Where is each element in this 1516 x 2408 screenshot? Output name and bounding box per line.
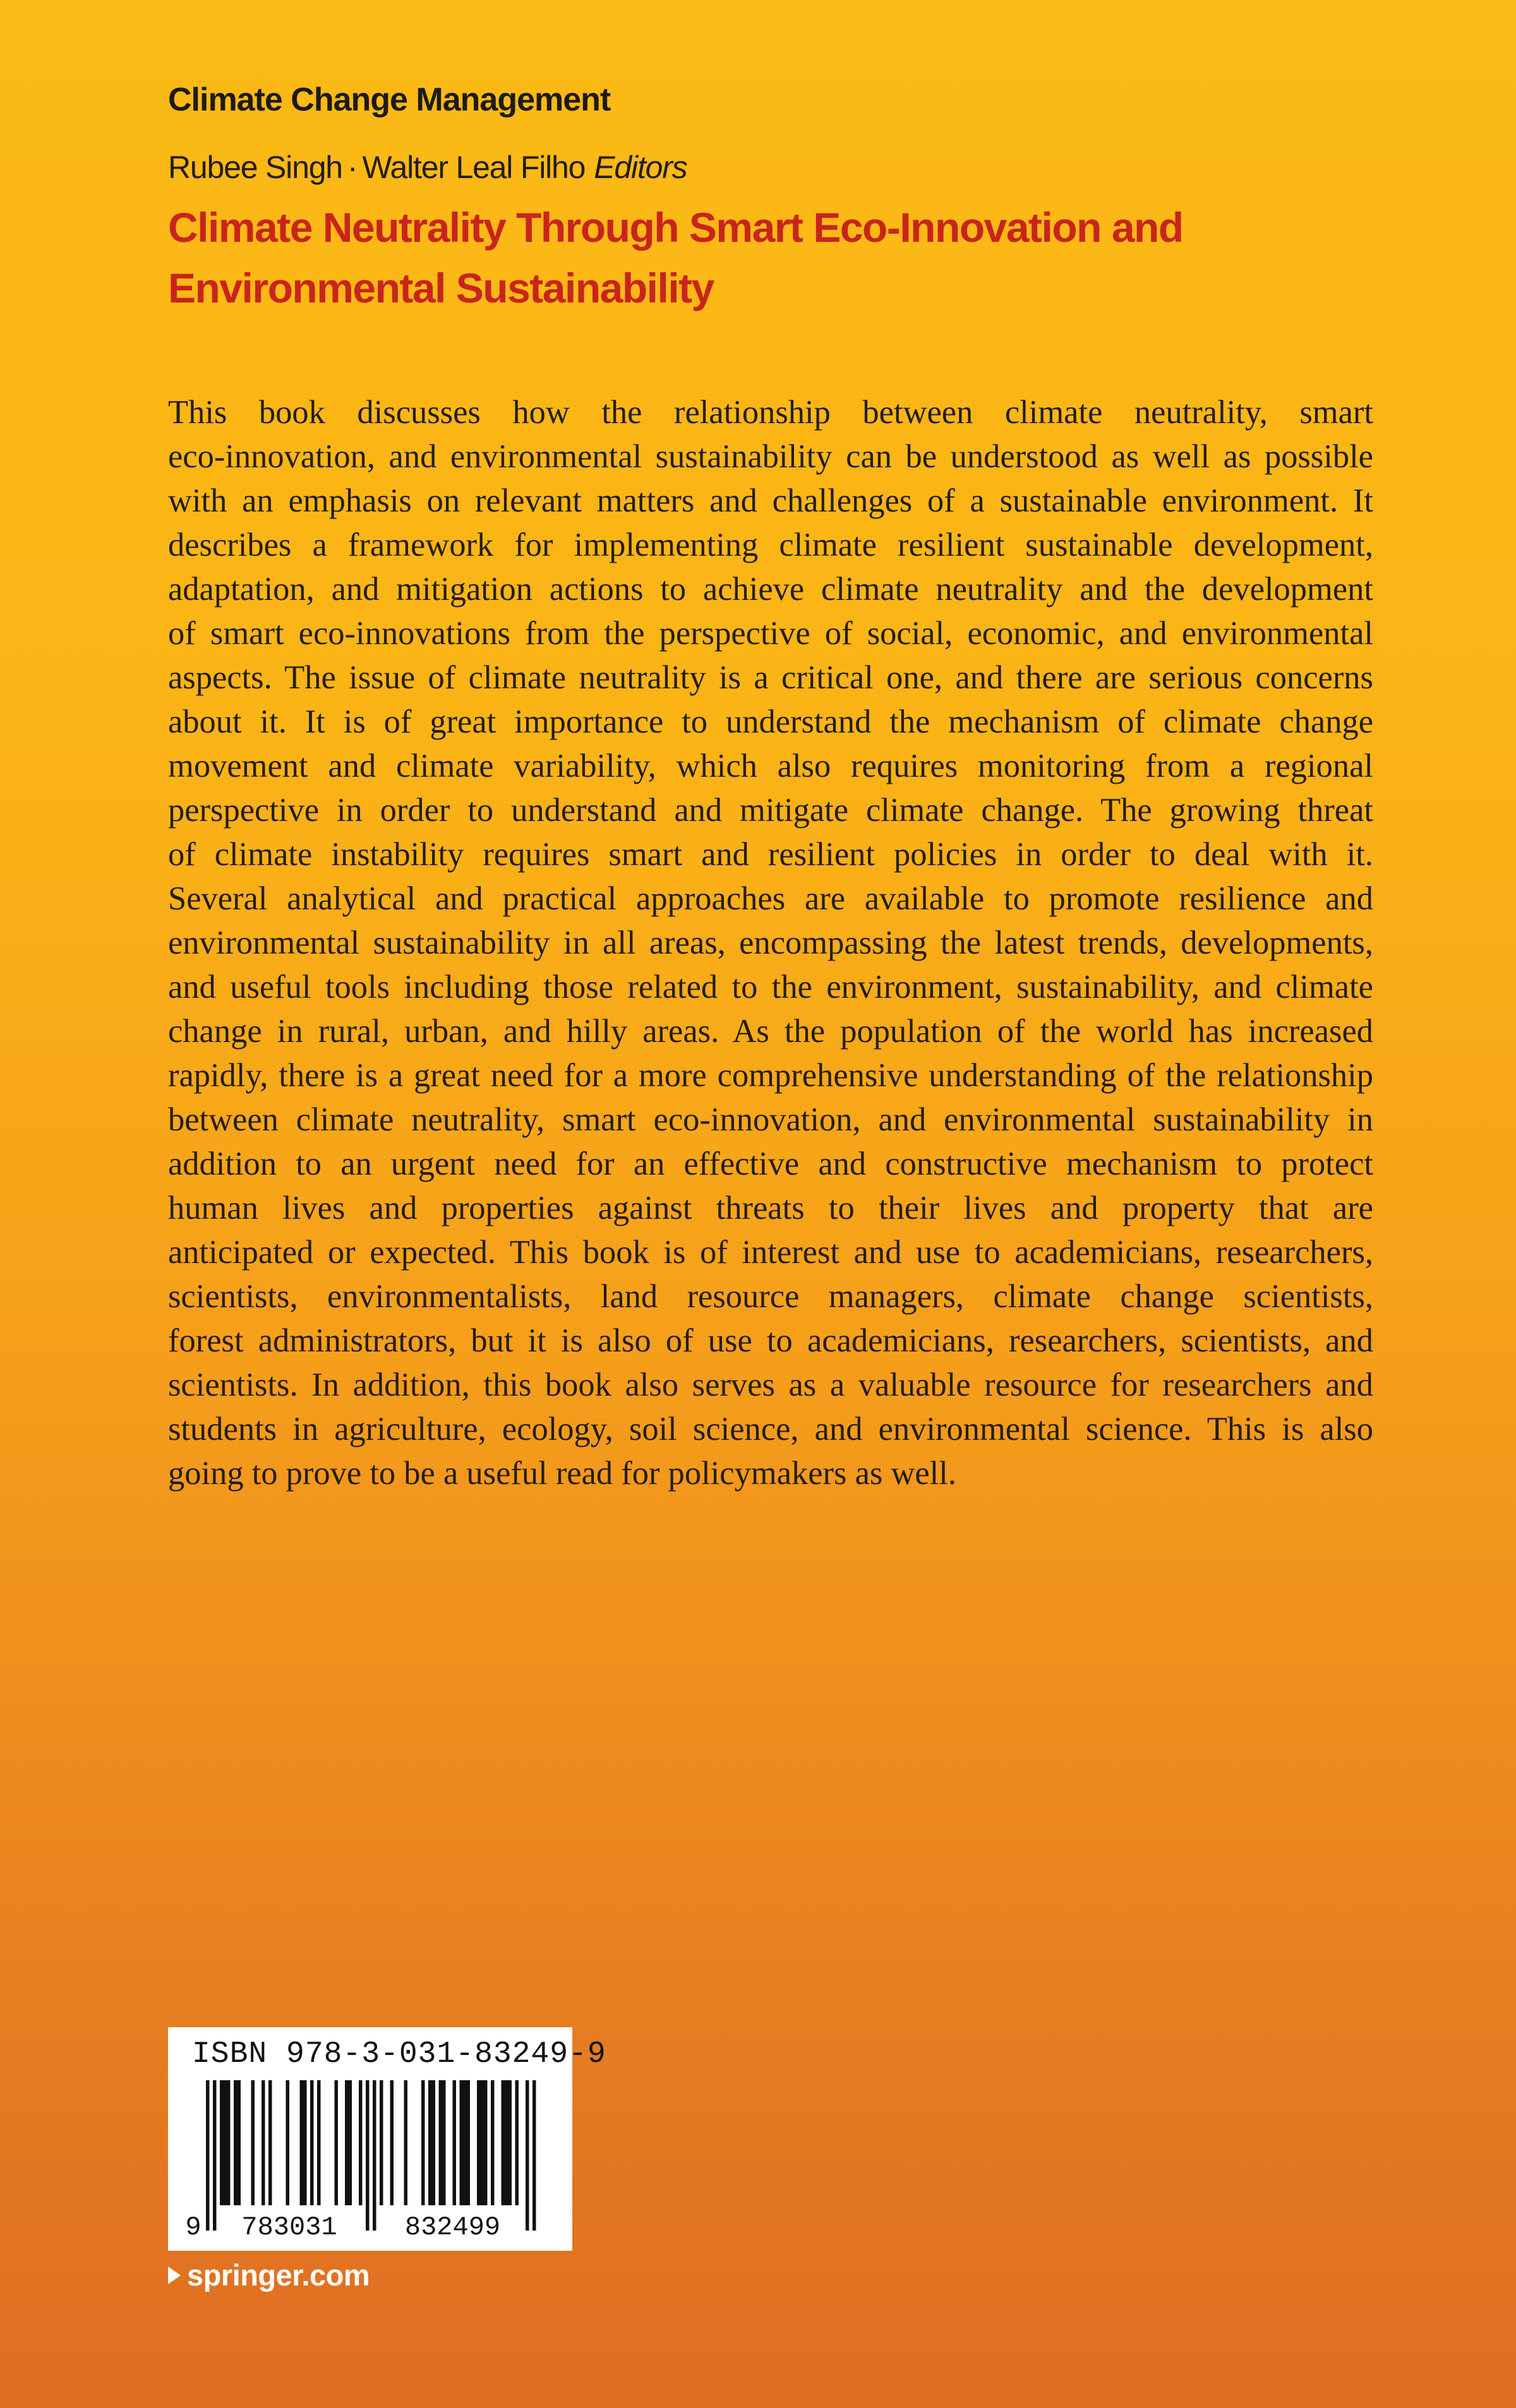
barcode-bar <box>224 2080 227 2205</box>
description-line: with an emphasis on relevant matters and challenges of a sustainable environment. It <box>168 482 1373 519</box>
barcode-bar <box>373 2080 376 2231</box>
barcode-bar <box>303 2080 307 2205</box>
springer-link[interactable] <box>168 2258 370 2292</box>
barcode-bar <box>463 2080 467 2205</box>
description-line: and useful tools including those related to the environment, sustainability, and climate <box>168 969 1373 1005</box>
barcode-bar <box>508 2080 512 2205</box>
barcode-bar <box>453 2080 457 2205</box>
barcode-bar <box>349 2080 352 2205</box>
barcode-graphic <box>168 2027 572 2251</box>
description-line: addition to an urgent need for an effective and constructive mechanism to protect <box>168 1146 1373 1182</box>
editor-separator: · <box>347 150 358 185</box>
description-line: describes a framework for implementing climate resilient sustainable development, <box>168 527 1373 563</box>
barcode-bar <box>467 2080 471 2205</box>
editors-role: Editors <box>594 150 687 185</box>
barcode-bar <box>532 2080 536 2231</box>
barcode-bar <box>460 2080 464 2205</box>
description-line: of smart eco-innovations from the perspective of social, economic, and environmental <box>168 615 1373 652</box>
description-line: anticipated or expected. This book is of interest and use to academicians, researchers, <box>168 1234 1373 1271</box>
barcode-bar <box>404 2080 408 2205</box>
barcode-bar <box>234 2080 238 2205</box>
description-line: between climate neutrality, smart eco-innovation, and environmental sustainability in <box>168 1101 1373 1138</box>
barcode-bar <box>380 2080 383 2205</box>
barcode-bar <box>366 2080 370 2231</box>
barcode-bar <box>300 2080 304 2205</box>
barcode-bar <box>502 2080 505 2205</box>
description-line: human lives and properties against threats to their lives and property that are <box>168 1190 1373 1226</box>
barcode-bar <box>439 2080 443 2205</box>
description-line: students in agriculture, ecology, soil science, and environmental science. This is also <box>168 1411 1373 1447</box>
barcode-bar <box>268 2080 272 2205</box>
barcode-bar <box>359 2080 363 2205</box>
barcode-bar <box>227 2080 231 2205</box>
barcode-bar <box>213 2080 217 2231</box>
description-line: change in rural, urban, and hilly areas. As the population of the world has increased <box>168 1013 1373 1050</box>
description-line: perspective in order to understand and mitigate climate change. The growing threat <box>168 792 1373 829</box>
triangle-right-icon <box>168 2267 181 2284</box>
description-line: adaptation, and mitigation actions to achieve climate neutrality and the development <box>168 571 1373 608</box>
description-line: aspects. The issue of climate neutrality is a critical one, and there are serious concerns <box>168 659 1373 696</box>
barcode-bar <box>526 2080 529 2231</box>
description-line: about it. It is of great importance to understand the mechanism of climate change <box>168 704 1373 740</box>
book-title <box>168 197 1368 318</box>
book-title-line: Climate Neutrality Through Smart Eco-Innovation and <box>168 204 1183 251</box>
barcode-bar <box>481 2080 484 2205</box>
description-line: Several analytical and practical approaches are available to promote resilience and <box>168 880 1373 917</box>
springer-link-text: springer.com <box>187 2258 370 2292</box>
description-line: scientists, environmentalists, land resource managers, climate change scientists, <box>168 1278 1373 1315</box>
barcode-digits: 783031 <box>241 2212 337 2243</box>
description-line: scientists. In addition, this book also serves as a valuable resource for researchers and <box>168 1367 1373 1403</box>
isbn-label: ISBN 978-3-031-83249-9 <box>192 2037 606 2071</box>
barcode-bar <box>477 2080 481 2205</box>
barcode-bar <box>206 2080 210 2231</box>
editors-line <box>168 149 687 186</box>
barcode-bar <box>505 2080 508 2205</box>
editor-name-2: Walter Leal Filho <box>362 150 586 185</box>
series-name: Climate Change Management <box>168 81 611 118</box>
barcode-bar <box>390 2080 394 2205</box>
description-line: eco-innovation, and environmental sustainability can be understood as well as possible <box>168 438 1373 475</box>
isbn-barcode-block <box>168 2027 606 2251</box>
barcode-bar <box>442 2080 446 2205</box>
editor-name-1: Rubee Singh <box>168 150 342 185</box>
barcode-bar <box>238 2080 241 2205</box>
barcode-digits: 832499 <box>404 2212 501 2243</box>
book-title-line: Environmental Sustainability <box>168 265 714 311</box>
barcode-bar <box>432 2080 436 2205</box>
book-description <box>168 390 1373 1495</box>
barcode-bar <box>286 2080 290 2205</box>
barcode-bar <box>345 2080 349 2205</box>
barcode-bar <box>310 2080 314 2205</box>
description-line: of climate instability requires smart and resilient policies in order to deal with it. <box>168 836 1373 873</box>
barcode-bar <box>251 2080 255 2205</box>
barcode-bar <box>428 2080 432 2205</box>
barcode-digits: 9 <box>185 2212 202 2243</box>
barcode-bar <box>484 2080 488 2205</box>
description-line: This book discusses how the relationship between climate neutrality, smart <box>168 394 1373 431</box>
description-line: environmental sustainability in all areas, encompassing the latest trends, developments, <box>168 925 1373 961</box>
barcode-bar <box>262 2080 265 2205</box>
barcode-bar <box>491 2080 495 2205</box>
barcode-bar <box>421 2080 425 2205</box>
description-line: forest administrators, but it is also of use to academicians, researchers, scientists, and <box>168 1322 1373 1359</box>
barcode-bar <box>515 2080 519 2205</box>
description-line: going to prove to be a useful read for policymakers as well. <box>168 1455 956 1492</box>
description-line: movement and climate variability, which also requires monitoring from a regional <box>168 748 1373 784</box>
barcode-bar <box>335 2080 339 2205</box>
barcode-bar <box>317 2080 321 2205</box>
barcode-bar <box>220 2080 224 2205</box>
description-line: rapidly, there is a great need for a more comprehensive understanding of the relationship <box>168 1057 1373 1094</box>
